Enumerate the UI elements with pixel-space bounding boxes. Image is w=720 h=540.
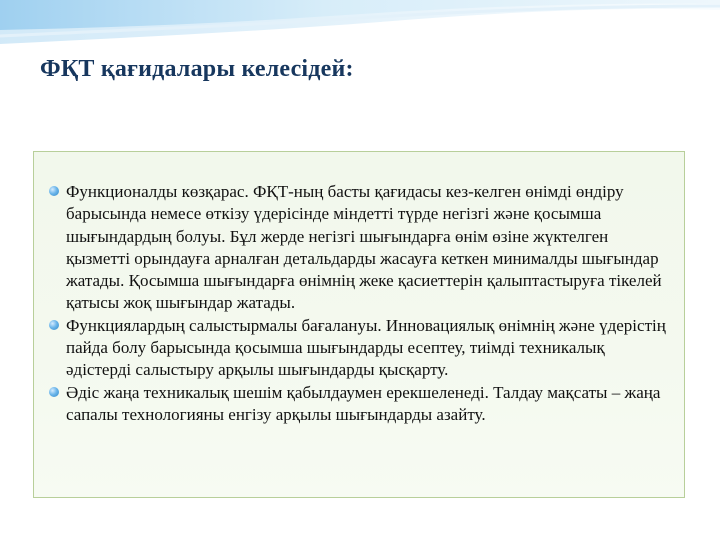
bullet-item-function-evaluation [48, 315, 674, 382]
bullet-text: Функциялардың салыстырмалы бағалануы. Инновациялық өнімнің және үдерістің пайда болу барысында қосымша шығындарды есептеу, тиімді техникалық әдістерді салыстыру арқылы шығындарды қысқарту. [66, 315, 666, 380]
content-box [33, 151, 685, 498]
bullet-icon [49, 320, 59, 330]
bullet-item-method-goal [48, 382, 674, 427]
slide-title: ФҚТ қағидалары келесідей: [40, 56, 354, 82]
bullet-icon [49, 387, 59, 397]
bullet-icon [49, 186, 59, 196]
top-wave-decoration [0, 0, 720, 60]
bullet-text: Әдіс жаңа техникалық шешім қабылдаумен ерекшеленеді. Талдау мақсаты – жаңа сапалы технологияны енгізу арқылы шығындарды азайту. [66, 382, 661, 424]
bullet-list [34, 152, 684, 426]
bullet-text: Функционалды көзқарас. ФҚТ-ның басты қағидасы кез-келген өнімді өндіру барысында немесе өткізу үдерісінде міндетті түрде негізгі және қосымша шығындардың болуы. Бұл жерде негізгі шығындарға өнім өзіне жүктелген қызметті орындауға арналған детальдарды жасауға кеткен минималды шығындар жатады. Қосымша шығындарға өнімнің жеке қасиеттерін қалыптастыруға тікелей қатысы жоқ шығындар жатады. [66, 182, 662, 313]
bullet-item-functional-approach [48, 181, 674, 315]
